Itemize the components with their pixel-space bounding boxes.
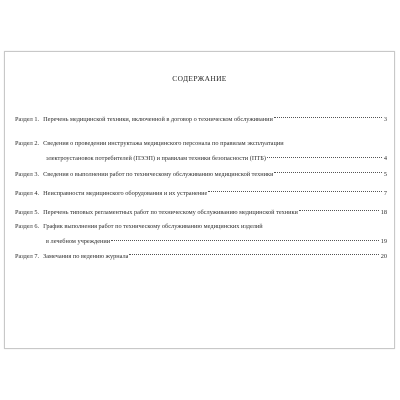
document-title: СОДЕРЖАНИЕ	[172, 74, 227, 83]
toc-page-number: 18	[380, 208, 387, 216]
toc-entry-text: Неисправности медицинского оборудования и их устранение	[43, 189, 208, 197]
toc-entry-text: Сведения о выполнении работ по техническому обслуживанию медицинской техники	[43, 170, 274, 178]
toc-entry-3	[15, 165, 387, 180]
toc-section-label: Раздел 1.	[15, 115, 40, 123]
toc-entry-text: Замечания по ведению журнала	[43, 252, 129, 260]
toc-entry-text-continued: электроустановок потребителей (ПЭЭП) и правилам техники безопасности (ПТБ)	[46, 155, 266, 162]
toc-dot-leader	[274, 165, 381, 176]
toc-section-label: Раздел 7.	[15, 252, 40, 260]
toc-entry-text-continued: в лечебном учреждении	[46, 238, 111, 245]
toc-entry-2	[15, 139, 387, 165]
toc-section-label: Раздел 4.	[15, 189, 40, 197]
toc-section-label: Раздел 2.	[15, 140, 40, 147]
toc-section-label: Раздел 3.	[15, 170, 40, 178]
toc-page-number: 19	[380, 238, 387, 245]
toc-entry-1	[15, 110, 387, 125]
toc-page-number: 3	[383, 115, 387, 123]
toc-entry-text: Сведения о проведении инструктажа медицинского персонала по правилам эксплуатации	[43, 140, 284, 147]
toc-entry-text: Перечень типовых регламентных работ по техническому обслуживанию медицинской техники	[43, 208, 298, 216]
toc-dot-leader	[208, 184, 382, 195]
toc-entry-6	[15, 222, 387, 248]
toc-dot-leader	[299, 203, 379, 214]
toc-entry-4	[15, 184, 387, 199]
toc-page-number: 7	[383, 189, 387, 197]
toc-dot-leader	[129, 247, 378, 258]
toc-dot-leader	[274, 110, 382, 121]
toc-entry-5	[15, 203, 387, 218]
toc-entry-text: График выполнения работ по техническому обслуживанию медицинских изделий	[43, 223, 263, 230]
toc-page-number: 5	[383, 170, 387, 178]
toc-entry-7	[15, 247, 387, 262]
toc-section-label: Раздел 5.	[15, 208, 40, 216]
toc-page-number: 4	[383, 155, 387, 162]
toc-section-label: Раздел 6.	[15, 223, 40, 230]
toc-entry-text: Перечень медицинской техники, включенной в договор о техническом обслуживании	[43, 115, 273, 123]
toc-dot-leader	[267, 150, 382, 161]
document-sheet	[4, 51, 395, 349]
toc-page-number: 20	[380, 252, 387, 260]
toc-dot-leader	[111, 233, 379, 244]
